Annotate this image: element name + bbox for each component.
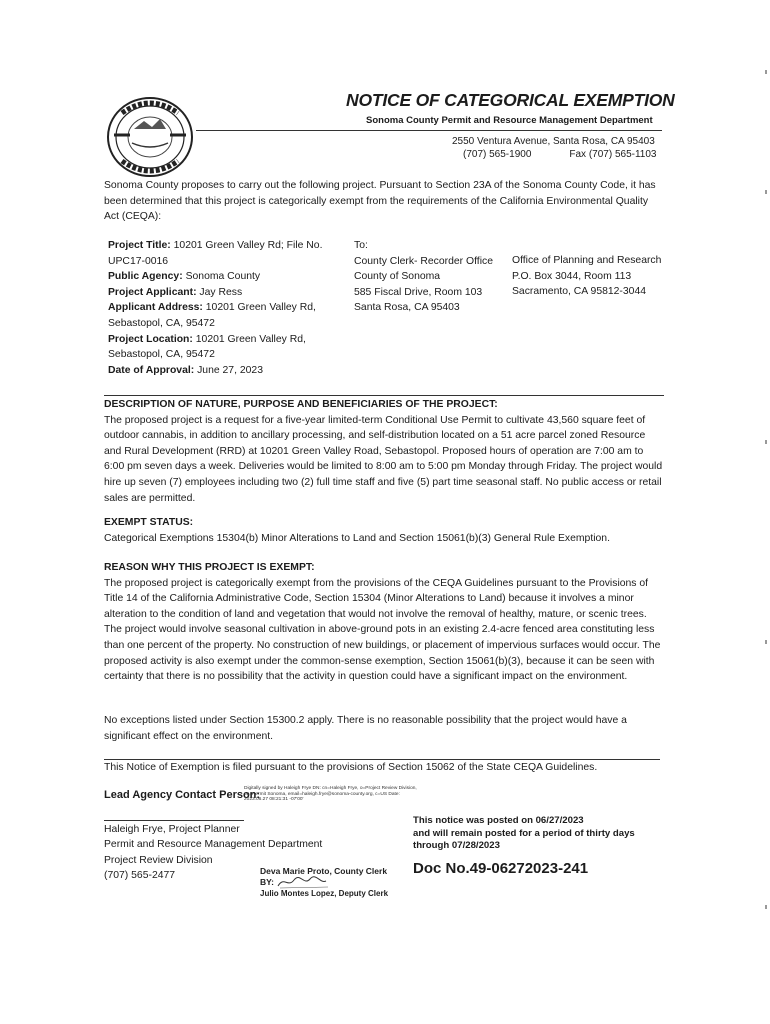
public-agency-label: Public Agency: xyxy=(108,271,183,283)
applicant-address-value: 10201 Green Valley Rd, Sebastopol, CA, 95472 xyxy=(108,302,316,329)
contact-line: Project Review Division xyxy=(104,854,213,866)
applicant-row xyxy=(108,285,358,301)
clerk-name: Deva Marie Proto, County Clerk xyxy=(260,866,388,876)
clerk-by: BY: xyxy=(260,877,275,887)
department-phone xyxy=(463,149,656,160)
public-agency-value: Sonoma County xyxy=(185,271,261,283)
contact-divider xyxy=(104,820,244,821)
project-info xyxy=(108,238,358,378)
project-title-label: Project Title: xyxy=(108,240,171,251)
description-heading: DESCRIPTION OF NATURE, PURPOSE AND BENEFICIARIES OF THE PROJECT: xyxy=(104,399,498,410)
scan-mark xyxy=(765,70,767,74)
opr-line: Sacramento, CA 95812-3044 xyxy=(512,286,647,298)
header-divider xyxy=(196,130,662,131)
contact-line: Permit and Resource Management Department xyxy=(104,839,323,851)
project-location-value: 10201 Green Valley Rd, Sebastopol, CA, 95472 xyxy=(108,333,306,361)
clerk-line: County Clerk- Recorder Office xyxy=(354,255,493,267)
scan-mark xyxy=(765,640,767,644)
description-section xyxy=(104,395,664,506)
description-text: The proposed project is a request for a five-year limited-term Conditional Use Permit to cultivate 43,560 square feet of outdoor cannabis, in addition to ancillary processing, and self-distribution located on a 51 acre parcel zoned Resource and Rural Development (RRD) at 10201 Green Valley Road, Sebastopol. Proposed hours of operation are 7:00 am to 6:00 pm seven days a week. Deliveries would be limited to 8:00 am to 5:00 pm Monday through Friday. The project would hire up seven (7) employees including two (2) full time staff and five (5) part time seasonal staff. No public access or retail sales are permitted. xyxy=(104,414,663,504)
applicant-label: Project Applicant: xyxy=(108,286,197,298)
phone-number: (707) 565-1900 xyxy=(463,149,532,160)
clerk-line: 585 Fiscal Drive, Room 103 xyxy=(354,286,483,298)
reason-heading: REASON WHY THIS PROJECT IS EXEMPT: xyxy=(104,562,315,573)
recipient-opr xyxy=(512,253,672,300)
posting-line: and will remain posted for a period of thirty days xyxy=(413,827,635,839)
approval-date-value: June 27, 2023 xyxy=(197,364,263,376)
scan-mark xyxy=(765,440,767,444)
scan-mark xyxy=(765,905,767,909)
contact-label: Lead Agency Contact Person: xyxy=(104,789,261,801)
exempt-status-section xyxy=(104,515,664,546)
reason-section xyxy=(104,560,664,685)
county-seal-icon xyxy=(104,95,196,179)
applicant-address-row xyxy=(108,300,358,331)
clerk-line: County of Sonoma xyxy=(354,271,441,283)
intro-paragraph: Sonoma County proposes to carry out the following project. Pursuant to Section 23A of the Sonoma County Code, it has been determined that this project is categorically exempt from the requirements of the California Environmental Quality Act (CEQA): xyxy=(104,180,656,223)
contact-line: (707) 565-2477 xyxy=(104,870,176,882)
posting-line: This notice was posted on 06/27/2023 xyxy=(413,815,584,826)
scan-mark xyxy=(765,190,767,194)
applicant-address-label: Applicant Address: xyxy=(108,302,203,314)
opr-line: Office of Planning and Research xyxy=(512,255,662,266)
project-location-row xyxy=(108,332,358,363)
handwritten-signature xyxy=(276,874,336,890)
filed-divider xyxy=(104,759,660,760)
clerk-line: Santa Rosa, CA 95403 xyxy=(354,302,460,314)
contact-line: Haleigh Frye, Project Planner xyxy=(104,824,240,835)
project-title-row xyxy=(108,238,358,269)
posting-line: through 07/28/2023 xyxy=(413,840,500,851)
department-name: Sonoma County Permit and Resource Management Department xyxy=(366,115,653,126)
posting-notice xyxy=(413,815,713,853)
approval-date-label: Date of Approval: xyxy=(108,364,195,376)
exempt-status-heading: EXEMPT STATUS: xyxy=(104,517,194,528)
document-number: Doc No.49-06272023-241 xyxy=(413,860,589,877)
department-address: 2550 Ventura Avenue, Santa Rosa, CA 95403 xyxy=(452,136,655,147)
applicant-value: Jay Ress xyxy=(199,286,243,298)
opr-line: P.O. Box 3044, Room 113 xyxy=(512,270,632,282)
no-exceptions-paragraph: No exceptions listed under Section 15300.2 apply. There is no reasonable possibility that the project would have a significant effect on the environment. xyxy=(104,715,627,742)
filed-statement: This Notice of Exemption is filed pursuant to the provisions of Section 15062 of the State CEQA Guidelines. xyxy=(104,762,598,773)
project-title-value: 10201 Green Valley Rd; File No. UPC17-0016 xyxy=(108,240,323,267)
notice-title: NOTICE OF CATEGORICAL EXEMPTION xyxy=(346,90,675,110)
digital-signature: Digitally signed by Haleigh Frye DN: cn=Haleigh Frye, o=Project Review Division, ou=Permit Sonoma, email=haleigh.frye@sonoma-county.org, c=US Date: 2023.06.27 08:21:31 -07'00' xyxy=(244,786,417,802)
to-label: To: xyxy=(354,240,368,251)
deputy-clerk: Julio Montes Lopez, Deputy Clerk xyxy=(260,889,389,898)
fax-number: Fax (707) 565-1103 xyxy=(569,149,657,160)
exempt-status-text: Categorical Exemptions 15304(b) Minor Alterations to Land and Section 15061(b)(3) General Rule Exemption. xyxy=(104,532,610,544)
approval-date-row xyxy=(108,363,358,379)
project-location-label: Project Location: xyxy=(108,333,193,345)
reason-text: The proposed project is categorically exempt from the provisions of the CEQA Guidelines pursuant to the Provisions of Title 14 of the California Administrative Code, Section 15304 (Minor Alterations to Land) because it involves a minor alteration to the condition of land and vegetation that would not involve the removal of healthy, mature, or scenic trees. The project would involve seasonal cultivation in above-ground pots in an existing 2.4-acre fenced area constituting less than one percent of the property. No construction of new buildings, or placement of impervious surfaces would occur. The proposed activity is also exempt under the common-sense exemption, Section 15061(b)(3), because it can be seen with certainty that there is no possibility that the activity in question could have a significant impact on the environment. xyxy=(104,577,661,683)
public-agency-row xyxy=(108,269,358,285)
recipient-county-clerk xyxy=(354,238,514,316)
